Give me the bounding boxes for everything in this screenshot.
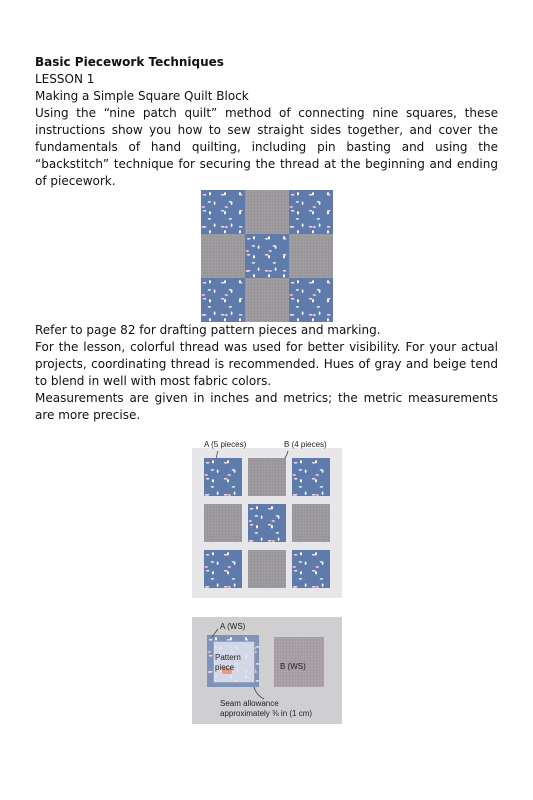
pieces-a-label: A (5 pieces): [204, 440, 247, 449]
lesson-number: LESSON 1: [35, 72, 95, 86]
block-square-8: [245, 278, 289, 322]
nine-patch-block-photo: [201, 190, 333, 322]
pieces-b-label: B (4 pieces): [284, 440, 327, 449]
piece-a-1: [204, 458, 242, 496]
block-square-2: [245, 190, 289, 234]
piece-b-1: [248, 458, 286, 496]
block-square-4: [201, 234, 245, 278]
pattern-piece-label: Pattern piece: [215, 653, 241, 672]
document-heading: Basic Piecework Techniques: [35, 55, 224, 69]
pattern-piece-photo: [192, 617, 342, 724]
lesson-paragraph: For the lesson, colorful thread was used for better visibility. For your actual projects, coordinating thread is recommended. Hues of gray and beige tend to blend in well with most fabric colors.: [35, 340, 498, 388]
intro-paragraph: Using the “nine patch quilt” method of connecting nine squares, these instructions show you how to sew straight sides together, and cover the fundamentals of hand quilting, including pin basting and using the “backstitch” technique for securing the thread at the beginning and ending of piecework.: [35, 106, 498, 188]
piece-a-2: [292, 458, 330, 496]
fabric-b-label: B (WS): [280, 662, 306, 671]
block-square-6: [289, 234, 333, 278]
piece-a-4: [204, 550, 242, 588]
seam-allowance-label: Seam allowance: [220, 699, 279, 708]
piece-a-5: [292, 550, 330, 588]
seam-leader-lines: [192, 617, 342, 724]
seam-allowance-measure: approximately ⅜ in (1 cm): [220, 709, 313, 718]
lesson-title: Making a Simple Square Quilt Block: [35, 89, 249, 103]
refer-paragraph: Refer to page 82 for drafting pattern pieces and marking.: [35, 323, 381, 337]
piece-a-3: [248, 504, 286, 542]
block-square-1: [201, 190, 245, 234]
pieces-layout-photo: [192, 440, 342, 598]
block-square-3: [289, 190, 333, 234]
piece-b-2: [204, 504, 242, 542]
piece-b-3: [292, 504, 330, 542]
fabric-a-label: A (WS): [220, 622, 246, 631]
measurement-paragraph: Measurements are given in inches and metrics; the metric measurements are more precise.: [35, 391, 498, 422]
block-square-5: [245, 234, 289, 278]
piece-b-4: [248, 550, 286, 588]
block-square-9: [289, 278, 333, 322]
block-square-7: [201, 278, 245, 322]
